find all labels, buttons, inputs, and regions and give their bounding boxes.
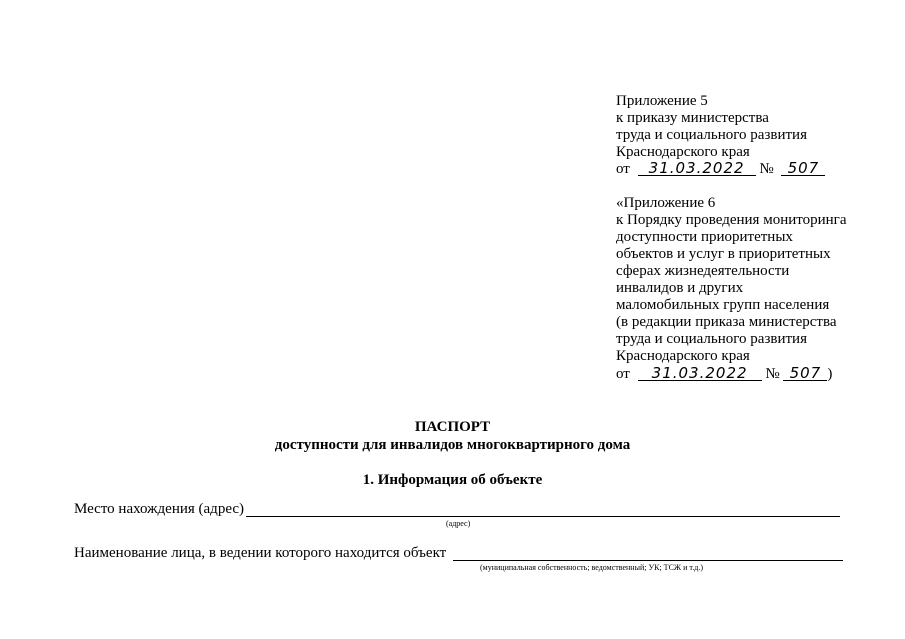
section1-heading: 1. Информация об объекте — [362, 472, 543, 488]
address-hint: (адрес) — [446, 519, 471, 528]
address-label: Место нахождения (адрес) — [74, 501, 245, 517]
appendix6-close-paren: ) — [827, 366, 833, 382]
appendix6-line8: (в редакции приказа министерства — [616, 314, 837, 330]
appendix6-line7: маломобильных групп населения — [616, 297, 830, 313]
appendix6-line4: объектов и услуг в приоритетных — [616, 246, 831, 262]
appendix5-number-handwritten: 507 — [781, 161, 825, 176]
appendix5-line1: Приложение 5 — [616, 93, 708, 109]
appendix5-date-row — [616, 161, 825, 178]
appendix6-line5: сферах жизнедеятельности — [616, 263, 790, 279]
appendix5-line4: Краснодарского края — [616, 144, 750, 160]
appendix6-number-label: № — [765, 366, 780, 382]
manager-hint: (муниципальная собственность; ведомственный; УК; ТСЖ и т.д.) — [480, 563, 703, 572]
appendix6-line3: доступности приоритетных — [616, 229, 793, 245]
passport-title: ПАСПОРТ — [414, 419, 491, 435]
appendix5-date-handwritten: 31.03.2022 — [638, 161, 756, 176]
manager-underline[interactable] — [453, 560, 843, 561]
passport-subtitle: доступности для инвалидов многоквартирного дома — [274, 437, 631, 453]
appendix5-line3: труда и социального развития — [616, 127, 807, 143]
appendix5-line2: к приказу министерства — [616, 110, 769, 126]
appendix6-line9: труда и социального развития — [616, 331, 807, 347]
appendix6-date-handwritten: 31.03.2022 — [638, 366, 762, 381]
appendix5-from-label: от — [616, 161, 630, 177]
appendix6-number-handwritten: 507 — [783, 366, 827, 381]
appendix6-line1: «Приложение 6 — [616, 195, 716, 211]
appendix5-number-label: № — [759, 161, 774, 177]
appendix6-line2: к Порядку проведения мониторинга — [616, 212, 847, 228]
address-underline[interactable] — [246, 516, 840, 517]
manager-label: Наименование лица, в ведении которого находится объект — [74, 545, 447, 561]
appendix6-line6: инвалидов и других — [616, 280, 744, 296]
appendix6-line10: Краснодарского края — [616, 348, 750, 364]
appendix6-from-label: от — [616, 366, 630, 382]
appendix6-date-row — [616, 366, 832, 383]
